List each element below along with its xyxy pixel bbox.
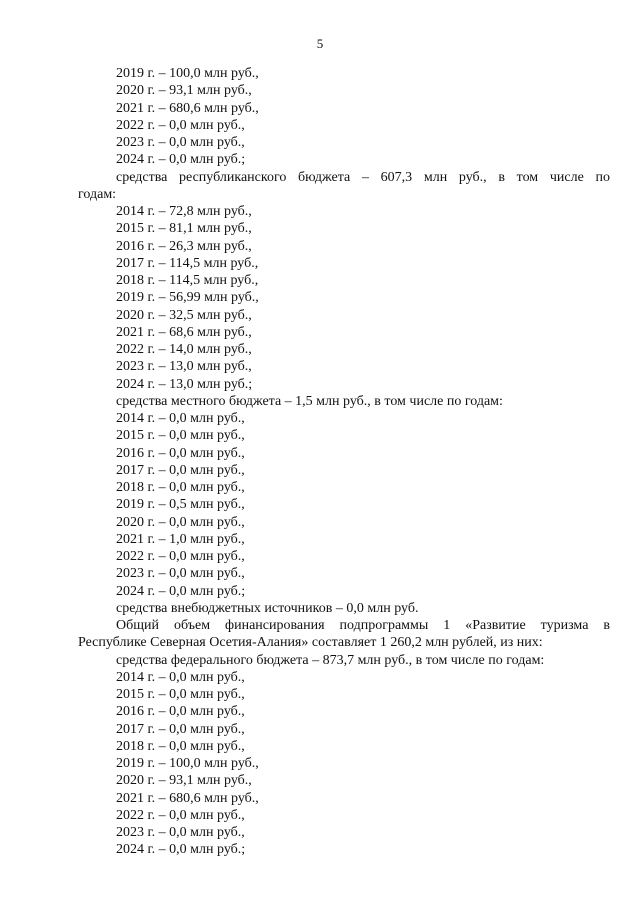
year-line: 2015 г. – 81,1 млн руб.,: [116, 221, 252, 237]
year-line: 2019 г. – 0,5 млн руб.,: [116, 497, 245, 513]
year-line: 2021 г. – 68,6 млн руб.,: [116, 324, 252, 340]
year-line: 2022 г. – 0,0 млн руб.,: [116, 117, 245, 133]
year-line: 2020 г. – 93,1 млн руб.,: [116, 773, 252, 789]
year-line: 2023 г. – 0,0 млн руб.,: [116, 135, 245, 150]
year-line: 2023 г. – 0,0 млн руб.,: [116, 825, 245, 840]
year-line: 2014 г. – 0,0 млн руб.,: [116, 669, 245, 685]
total-funding-line-2: Республике Северная Осетия-Алания» составляет 1 260,2 млн рублей, из них:: [78, 635, 543, 651]
year-line: 2024 г. – 0,0 млн руб.;: [116, 152, 246, 168]
federal-years-continued-list: [78, 65, 610, 169]
year-line: 2024 г. – 0,0 млн руб.;: [116, 842, 246, 858]
republic-years-list: [78, 203, 610, 393]
document-body: [78, 65, 610, 859]
republic-budget-line-1: средства республиканского бюджета – 607,3 млн руб., в том числе по: [116, 169, 610, 185]
year-line: 2017 г. – 114,5 млн руб.,: [116, 255, 259, 271]
year-line: 2020 г. – 0,0 млн руб.,: [116, 514, 245, 530]
year-line: 2020 г. – 93,1 млн руб.,: [116, 83, 252, 99]
year-line: 2016 г. – 26,3 млн руб.,: [116, 238, 252, 254]
year-line: 2021 г. – 1,0 млн руб.,: [116, 531, 245, 547]
federal-years-list: [78, 669, 610, 859]
republic-budget-paragraph: [78, 169, 610, 204]
total-funding-paragraph: [78, 617, 610, 652]
year-line: 2016 г. – 0,0 млн руб.,: [116, 445, 245, 461]
year-line: 2014 г. – 72,8 млн руб.,: [116, 204, 252, 219]
year-line: 2024 г. – 0,0 млн руб.;: [116, 583, 246, 599]
page-number: 5: [316, 36, 324, 51]
year-line: 2016 г. – 0,0 млн руб.,: [116, 704, 245, 720]
year-line: 2019 г. – 100,0 млн руб.,: [116, 756, 259, 771]
year-line: 2018 г. – 0,0 млн руб.,: [116, 480, 245, 495]
local-budget-heading: средства местного бюджета – 1,5 млн руб., в том числе по годам:: [116, 393, 503, 409]
year-line: 2017 г. – 0,0 млн руб.,: [116, 721, 245, 737]
year-line: 2019 г. – 100,0 млн руб.,: [116, 66, 259, 81]
local-years-list: [78, 410, 610, 600]
republic-budget-line-2: годам:: [78, 186, 117, 202]
year-line: 2017 г. – 0,0 млн руб.,: [116, 462, 245, 478]
year-line: 2018 г. – 114,5 млн руб.,: [116, 273, 259, 288]
year-line: 2024 г. – 13,0 млн руб.;: [116, 376, 253, 392]
year-line: 2022 г. – 0,0 млн руб.,: [116, 807, 245, 823]
year-line: 2023 г. – 0,0 млн руб.,: [116, 566, 245, 582]
year-line: 2021 г. – 680,6 млн руб.,: [116, 790, 259, 806]
year-line: 2023 г. – 13,0 млн руб.,: [116, 359, 252, 375]
year-line: 2020 г. – 32,5 млн руб.,: [116, 307, 252, 323]
year-line: 2022 г. – 0,0 млн руб.,: [116, 549, 245, 564]
year-line: 2014 г. – 0,0 млн руб.,: [116, 411, 245, 426]
year-line: 2018 г. – 0,0 млн руб.,: [116, 738, 245, 754]
year-line: 2022 г. – 14,0 млн руб.,: [116, 342, 252, 357]
year-line: 2019 г. – 56,99 млн руб.,: [116, 290, 259, 306]
extrabudget-line: средства внебюджетных источников – 0,0 млн руб.: [116, 600, 419, 616]
federal-budget-heading: средства федерального бюджета – 873,7 млн руб., в том числе по годам:: [116, 652, 545, 668]
year-line: 2021 г. – 680,6 млн руб.,: [116, 100, 259, 116]
year-line: 2015 г. – 0,0 млн руб.,: [116, 428, 245, 444]
year-line: 2015 г. – 0,0 млн руб.,: [116, 687, 245, 702]
total-funding-line-1: Общий объем финансирования подпрограммы 1 «Развитие туризма в: [116, 618, 610, 633]
